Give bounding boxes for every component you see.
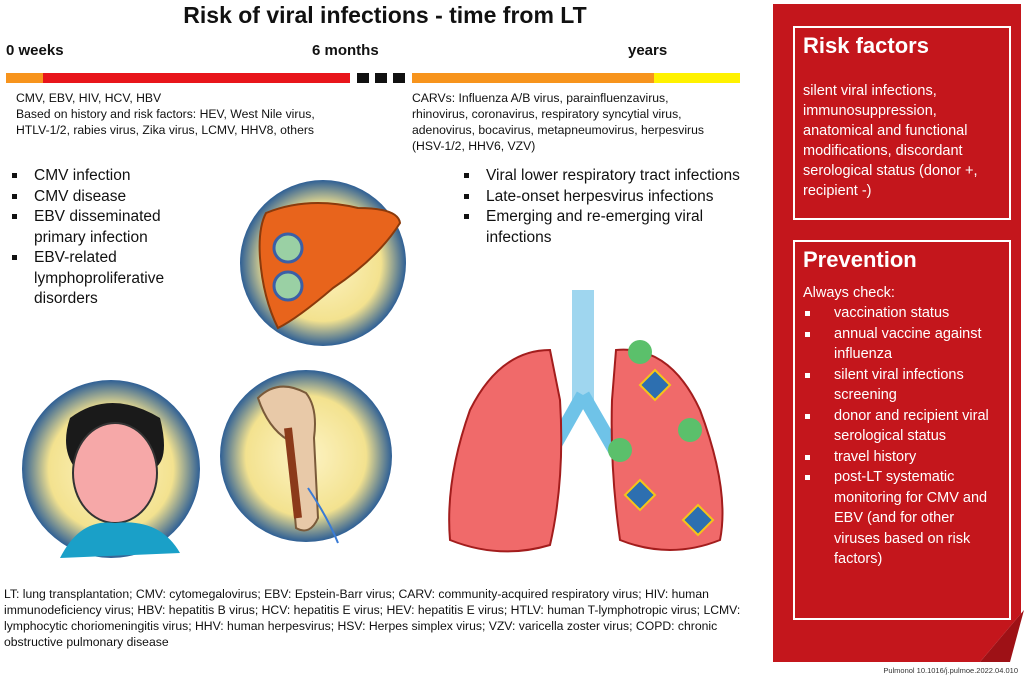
late-viruses: CARVs: Influenza A/B virus, parainfluenzavirus, rhinovirus, coronavirus, respiratory syncytial virus, adenovirus, bocavirus, metapneumovirus, herpesvirus (HSV-1/2, HHV6, VZV) [412, 91, 704, 153]
prevention-heading: Prevention [803, 247, 917, 272]
patient-illustration [20, 378, 202, 560]
bone-marrow-illustration [218, 368, 394, 544]
prevention-box [793, 240, 1011, 620]
list-item: post-LT systematic monitoring for CMV and EBV (and for other viruses based on risk factors) [803, 467, 1001, 570]
risk-factors-heading: Risk factors [803, 33, 929, 58]
list-item: vaccination status [803, 303, 1001, 324]
timeline-gap-dash [375, 73, 387, 83]
early-risk-viruses: Based on history and risk factors: HEV, West Nile virus, HTLV-1/2, rabies virus, Zika virus, LCMV, HHV8, others [16, 107, 315, 137]
list-item: CMV infection [6, 166, 206, 187]
prevention-intro: Always check: [803, 285, 895, 301]
list-item: donor and recipient viral serological status [803, 406, 1001, 447]
timeline-bar-late [412, 73, 654, 83]
list-item: EBV disseminated primary infection [6, 207, 206, 248]
timeline-gap-dash [393, 73, 405, 83]
citation: Pulmonol 10.1016/j.pulmoe.2022.04.010 [883, 666, 1018, 675]
list-item: EBV-related lymphoproliferative disorders [6, 248, 206, 310]
list-item: Viral lower respiratory tract infections [458, 166, 748, 187]
list-item: CMV disease [6, 187, 206, 208]
timeline-bar-early-onset [6, 73, 43, 83]
timeline-start-label: 0 weeks [6, 42, 64, 59]
timeline-bar-years [654, 73, 740, 83]
timeline-bar-early-peak [43, 73, 350, 83]
figure-title: Risk of viral infections - time from LT [183, 2, 587, 28]
late-complications-list [458, 166, 748, 248]
liver-illustration [238, 178, 408, 348]
risk-factors-text: silent viral infections, immunosuppression, anatomical and functional modifications, discordant serological status (donor +, recipient -) [803, 83, 978, 199]
list-item: Late-onset herpesvirus infections [458, 187, 748, 208]
list-item: Emerging and re-emerging viral infections [458, 207, 748, 248]
list-item: travel history [803, 447, 1001, 468]
risk-factors-box [793, 26, 1011, 220]
early-complications-list [6, 166, 206, 310]
lungs-illustration [440, 290, 732, 572]
list-item: annual vaccine against influenza [803, 324, 1001, 365]
page-curl-decoration [980, 610, 1024, 662]
list-item: silent viral infections screening [803, 365, 1001, 406]
abbreviations-footnote: LT: lung transplantation; CMV: cytomegalovirus; EBV: Epstein-Barr virus; CARV: community-acquired respiratory virus; HIV: human immunodeficiency virus; HBV: hepatitis B virus; HCV: hepatitis E virus; HEV: hepatitis E virus; HTLV: human T-lymphotropic virus; LCMV: lymphocytic choriomeningitis virus; HHV: human herpesvirus; HSV: Herpes simplex virus; VZV: varicella zoster virus; COPD: chronic obstructive pulmonary disease [4, 587, 741, 649]
risk-prevention-panel [773, 4, 1021, 662]
early-viruses: CMV, EBV, HIV, HCV, HBV [16, 91, 162, 105]
timeline-gap-dash [357, 73, 369, 83]
prevention-list [795, 303, 1009, 570]
timeline-end-label: years [628, 42, 668, 59]
timeline-mid-label: 6 months [312, 42, 379, 59]
